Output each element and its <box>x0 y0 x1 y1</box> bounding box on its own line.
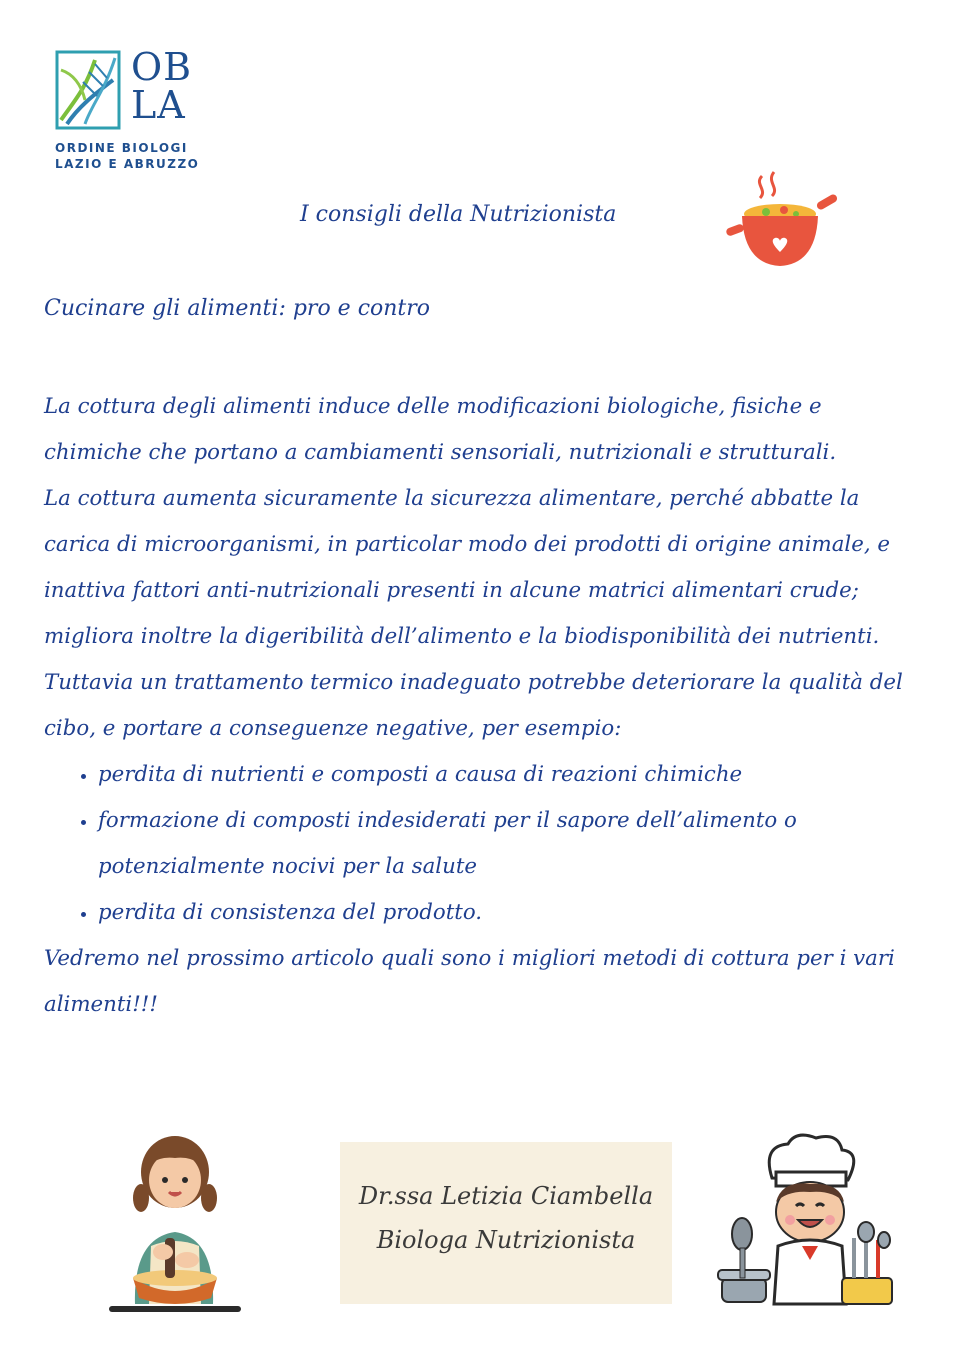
list-item: • formazione di composti indesiderati per il sapore dell’alimento o potenzialmente nocivi per la salute <box>98 798 924 890</box>
list-item: • perdita di nutrienti e composti a causa di reazioni chimiche <box>98 752 924 798</box>
signature-box <box>340 1142 672 1304</box>
signature-name: Dr.ssa Letizia Ciambella <box>358 1182 654 1210</box>
signature-role: Biologa Nutrizionista <box>376 1226 636 1254</box>
logo-subtitle <box>55 140 199 172</box>
logo <box>55 45 225 180</box>
paragraph-2: La cottura aumenta sicuramente la sicurezza alimentare, perché abbatte la carica di microorganismi, in particolar modo dei prodotti di origine animale, e inattiva fattori anti-nutrizionali presenti in alcune matrici alimentari crude; migliora inoltre la digeribilità dell’alimento e la biodisponibilità dei nutrienti. <box>44 486 890 649</box>
page-title: I consigli della Nutrizionista <box>300 202 617 227</box>
logo-letters-top: OB <box>131 45 193 89</box>
article-body <box>44 384 924 1028</box>
paragraph-1: La cottura degli alimenti induce delle modificazioni biologiche, fisiche e chimiche che portano a cambiamenti sensoriali, nutrizionali e strutturali. <box>44 394 837 465</box>
logo-line-2: LAZIO E ABRUZZO <box>55 157 200 171</box>
logo-line-1: ORDINE BIOLOGI <box>55 141 188 155</box>
list-item: • perdita di consistenza del prodotto. <box>98 890 924 936</box>
girl-cooking-illustration <box>105 1128 243 1318</box>
chef-illustration <box>712 1128 902 1310</box>
article-subtitle: Cucinare gli alimenti: pro e contro <box>44 296 431 321</box>
cooking-pot-icon <box>722 168 840 280</box>
logo-letters-bottom: LA <box>131 83 186 127</box>
obla-logo-icon <box>55 50 121 130</box>
paragraph-3: Tuttavia un trattamento termico inadeguato potrebbe deteriorare la qualità del cibo, e portare a conseguenze negative, per esempio: <box>44 670 903 741</box>
logo-letters <box>131 45 193 127</box>
negative-effects-list <box>44 752 924 936</box>
closing-paragraph: Vedremo nel prossimo articolo quali sono i migliori metodi di cottura per i vari alimenti!!! <box>44 946 895 1017</box>
